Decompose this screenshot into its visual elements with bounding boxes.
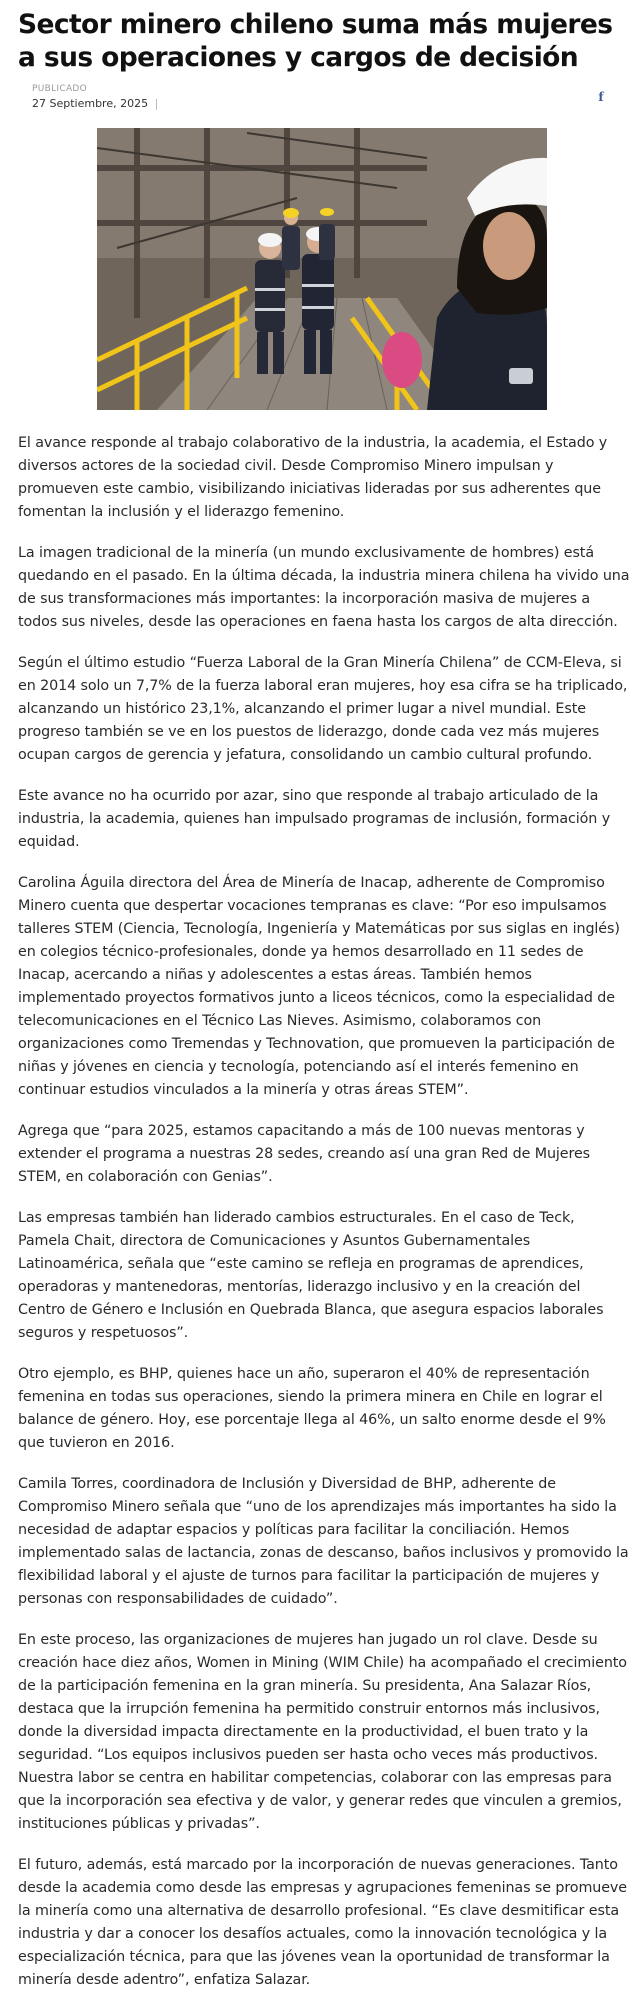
hero-illustration: [97, 128, 547, 410]
article-hero-image: [97, 128, 547, 410]
article-title: Sector minero chileno suma más mujeres a sus operaciones y cargos de decisión: [18, 9, 613, 73]
article-paragraph: Agrega que “para 2025, estamos capacitando a más de 100 nuevas mentoras y extender el programa a nuestras 28 sedes, creando así una gran Red de Mujeres STEM, en colaboración con Genias”.: [18, 1123, 590, 1185]
publish-date-row: [32, 97, 158, 110]
article-paragraph: Camila Torres, coordinadora de Inclusión y Diversidad de BHP, adherente de Compromiso Minero señala que “uno de los aprendizajes más importantes ha sido la necesidad de adaptar espacios y políticas para facilitar la conciliación. Hemos implementado salas de lactancia, zonas de descanso, baños inclusivos y promovido la flexibilidad laboral y el ajuste de turnos para facilitar la participación de mujeres y personas con responsabilidades de cuidado”.: [18, 1476, 629, 1607]
article-paragraph: Las empresas también han liderado cambios estructurales. En el caso de Teck, Pamela Chait, directora de Comunicaciones y Asuntos Gubernamentales Latinoamérica, señala que “este camino se refleja en programas de aprendices, operadoras y mantenedoras, mentorías, liderazgo inclusivo y en la creación del Centro de Género e Inclusión en Quebrada Blanca, que asegura espacios laborales seguros y respetuosos”.: [18, 1210, 604, 1341]
article-paragraph: Según el último estudio “Fuerza Laboral de la Gran Minería Chilena” de CCM-Eleva, si en 2014 solo un 7,7% de la fuerza laboral eran mujeres, hoy esa cifra se ha triplicado, alcanzando un histórico 23,1%, alcanzando el primer lugar a nivel mundial. Este progreso también se ve en los puestos de liderazgo, donde cada vez más mujeres ocupan cargos de gerencia y jefatura, consolidando un cambio cultural profundo.: [18, 655, 628, 763]
article-paragraph: La imagen tradicional de la minería (un mundo exclusivamente de hombres) está quedando en el pasado. En la última década, la industria minera chilena ha vivido una de sus transformaciones más importantes: la incorporación masiva de mujeres a todos sus niveles, desde las operaciones en faena hasta los cargos de alta dirección.: [18, 545, 630, 630]
article-paragraph: Carolina Águila directora del Área de Minería de Inacap, adherente de Compromiso Minero cuenta que despertar vocaciones tempranas es clave: “Por eso impulsamos talleres STEM (Ciencia, Tecnología, Ingeniería y Matemáticas por sus siglas en inglés) en colegios técnico-profesionales, donde ya hemos desarrollado en 11 sedes de Inacap, acercando a niñas y adolescentes a estas áreas. También hemos implementado proyectos formativos junto a liceos técnicos, como la especialidad de telecomunicaciones en el Técnico Las Nieves. Asimismo, colaboramos con organizaciones como Tremendas y Technovation, que promueven la participación de niñas y jóvenes en ciencia y tecnología, potenciando así el interés femenino en continuar estudios vinculados a la minería y otras áreas STEM”.: [18, 875, 620, 1098]
article-paragraph: Otro ejemplo, es BHP, quienes hace un año, superaron el 40% de representación femenina en todas sus operaciones, siendo la primera minera en Chile en lograr el balance de género. Hoy, ese porcentaje llega al 46%, un salto enorme desde el 9% que tuvieron en 2016.: [18, 1366, 606, 1451]
article-paragraph: El avance responde al trabajo colaborativo de la industria, la academia, el Estado y diversos actores de la sociedad civil. Desde Compromiso Minero impulsan y promueven este cambio, visibilizando iniciativas lideradas por sus adherentes que fomentan la inclusión y el liderazgo femenino.: [18, 435, 608, 520]
facebook-icon[interactable]: f: [598, 90, 604, 104]
article-paragraph: Este avance no ha ocurrido por azar, sino que responde al trabajo articulado de la industria, la academia, quienes han impulsado programas de inclusión, formación y equidad.: [18, 788, 611, 850]
article-paragraph: El futuro, además, está marcado por la incorporación de nuevas generaciones. Tanto desde la academia como desde las empresas y agrupaciones femeninas se promueve la minería como una alternativa de desarrollo profesional. “Es clave desmitificar esta industria y dar a conocer los desafíos actuales, como la innovación tecnológica y la especialización técnica, para que las jóvenes vean la oportunidad de transformar la minería desde adentro”, enfatiza Salazar.: [18, 1857, 627, 1988]
article-body: [18, 432, 630, 2010]
publish-date: 27 Septiembre, 2025: [32, 97, 149, 110]
published-label: PUBLICADO: [32, 84, 88, 94]
article-paragraph: En este proceso, las organizaciones de mujeres han jugado un rol clave. Desde su creación hace diez años, Women in Mining (WIM Chile) ha acompañado el crecimiento de la participación femenina en la gran minería. Su presidenta, Ana Salazar Ríos, destaca que la irrupción femenina ha permitido construir entornos más inclusivos, donde la diversidad impacta directamente en la productividad, el buen trato y la seguridad. “Los equipos inclusivos pueden ser hasta ocho veces más productivos. Nuestra labor se centra en habilitar competencias, colaborar con las empresas para que la incorporación sea efectiva y de valor, y generar redes que vinculen a gremios, instituciones públicas y privadas”.: [18, 1632, 627, 1832]
date-separator: |: [154, 97, 159, 110]
